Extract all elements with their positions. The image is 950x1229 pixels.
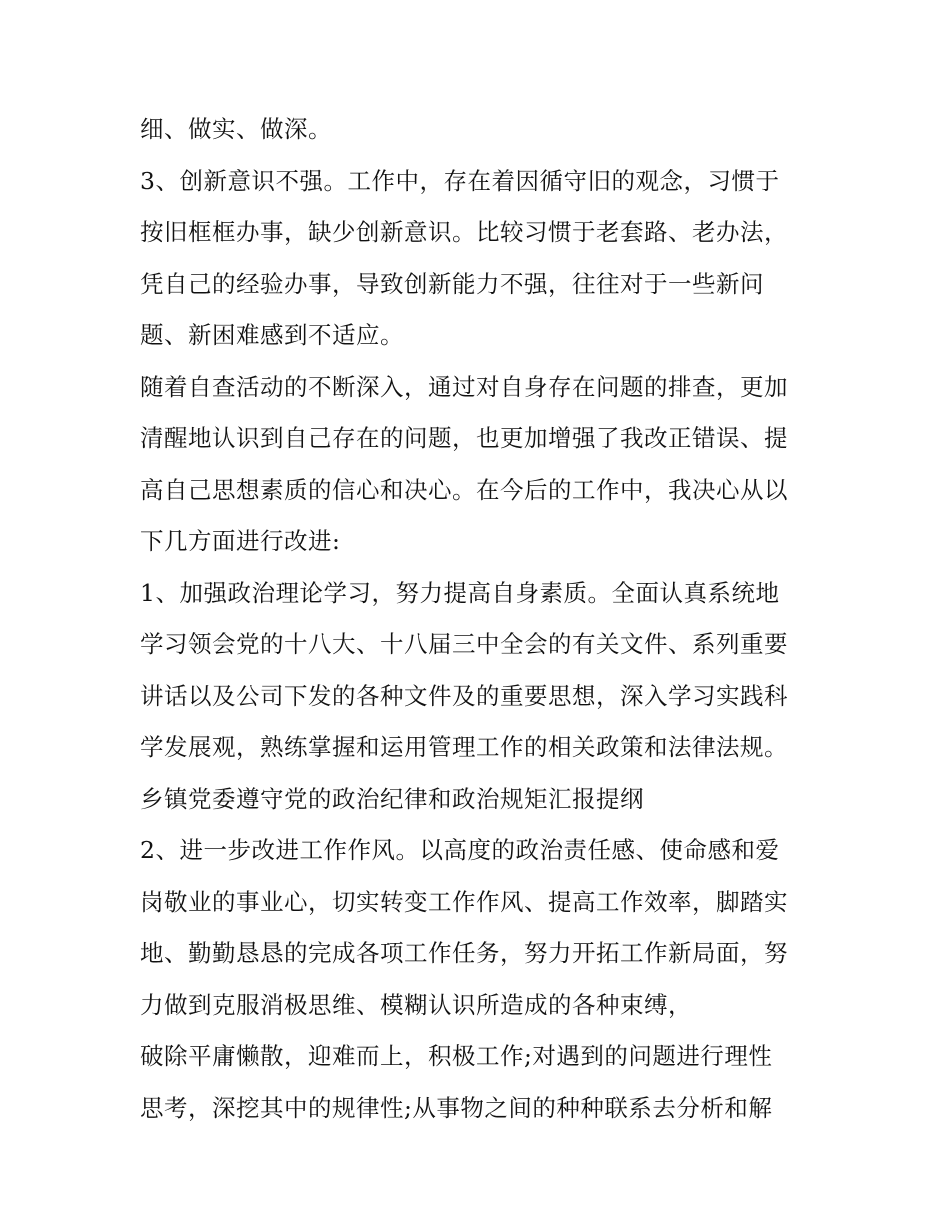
text-line: 下几方面进行改进: — [140, 527, 341, 555]
text-line: 随着自查活动的不断深入，通过对自身存在问题的排查，更加 — [140, 372, 788, 401]
text-line: 学发展观，熟练掌握和运用管理工作的相关政策和法律法规。 — [140, 733, 788, 761]
text-line: 思考，深挖其中的规律性;从事物之间的种种联系去分析和解 — [140, 1093, 773, 1122]
text-line: 破除平庸懒散，迎难而上，积极工作;对遇到的问题进行理性 — [140, 1042, 773, 1070]
text-line: 细、做实、做深。 — [140, 115, 332, 143]
text-line: 力做到克服消极思维、模糊认识所造成的各种束缚， — [140, 990, 692, 1019]
text-line: 岗敬业的事业心，切实转变工作作风、提高工作效率，脚踏实 — [140, 887, 788, 916]
text-line: 高自己思想素质的信心和决心。在今后的工作中，我决心从以 — [140, 475, 788, 504]
text-line: 讲话以及公司下发的各种文件及的重要思想，深入学习实践科 — [140, 681, 788, 710]
text-line: 按旧框框办事，缺少创新意识。比较习惯于老套路、老办法， — [140, 218, 788, 246]
document-body — [140, 104, 830, 1134]
text-line: 3、创新意识不强。工作中，存在着因循守旧的观念，习惯于 — [140, 166, 780, 195]
text-line: 凭自己的经验办事，导致创新能力不强，往往对于一些新问 — [140, 269, 764, 298]
text-line: 1、加强政治理论学习，努力提高自身素质。全面认真系统地 — [140, 578, 780, 607]
text-line: 学习领会党的十八大、十八届三中全会的有关文件、系列重要 — [140, 630, 788, 658]
text-line: 题、新困难感到不适应。 — [140, 321, 404, 349]
text-line: 2、进一步改进工作作风。以高度的政治责任感、使命感和爱 — [140, 836, 780, 864]
text-line: 清醒地认识到自己存在的问题，也更加增强了我改正错误、提 — [140, 424, 788, 452]
text-line: 乡镇党委遵守党的政治纪律和政治规矩汇报提纲 — [140, 784, 644, 813]
text-line: 地、勤勤恳恳的完成各项工作任务，努力开拓工作新局面，努 — [140, 939, 788, 967]
